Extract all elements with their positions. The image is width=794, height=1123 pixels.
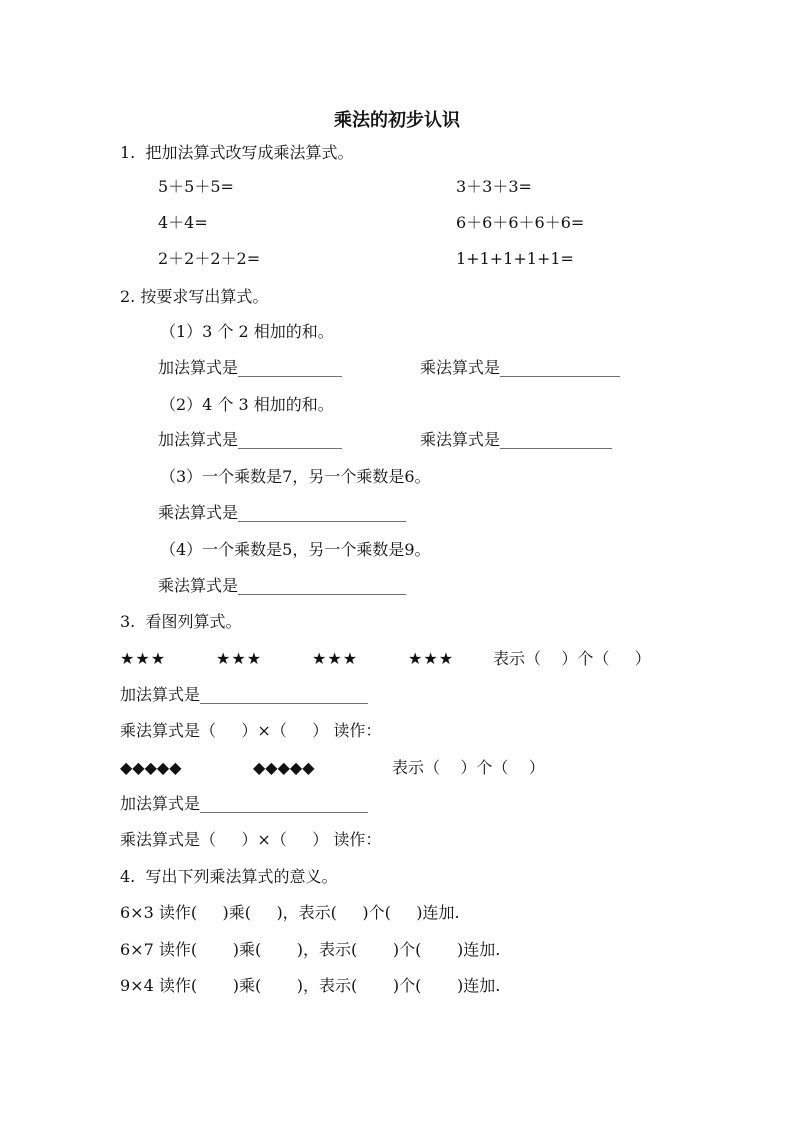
star-group: ★★★ [312,649,359,668]
page-title: 乘法的初步认识 [334,110,460,131]
q4-line: 9×4 读作( )乘( )，表示( )个( )连加. [120,976,501,995]
q4-line: 6×3 读作( )乘( )，表示( )个( )连加. [120,903,460,922]
q2-part-1-multiplication-blank: 乘法算式是_______________ [420,358,621,377]
q2-part-2: （2）4 个 3 相加的和。 [160,395,334,414]
q3-multiplication-blank-1: 乘法算式是（ ）×（ ） 读作： [120,721,382,740]
q2-part-2-addition-blank: 加法算式是_____________ [158,430,343,449]
q2-part-1: （1）3 个 2 相加的和。 [160,322,334,341]
q1-item: 2＋2＋2＋2= [158,249,261,268]
q3-multiplication-blank-2: 乘法算式是（ ）×（ ） 读作： [120,830,382,849]
stars-caption: 表示（ ）个（ ） [493,649,651,668]
q2-part-3-multiplication-blank: 乘法算式是_____________________ [158,503,407,522]
diamond-group: ◆◆◆◆◆ [120,758,182,777]
q1-item: 3＋3＋3= [456,177,532,196]
q2-part-2-multiplication-blank: 乘法算式是______________ [420,430,613,449]
q1-heading: 1. 把加法算式改写成乘法算式。 [120,143,354,162]
star-group: ★★★ [216,649,263,668]
q4-heading: 4. 写出下列乘法算式的意义。 [120,867,338,886]
q1-item: 1+1+1+1+1= [456,249,574,268]
q3-addition-blank-1: 加法算式是_____________________ [120,685,369,704]
star-group: ★★★ [120,649,167,668]
q2-heading: 2. 按要求写出算式。 [120,287,269,306]
diamonds-caption: 表示（ ）个（ ） [392,758,545,777]
q2-part-1-addition-blank: 加法算式是_____________ [158,358,343,377]
q3-heading: 3. 看图列算式。 [120,612,242,631]
diamond-group: ◆◆◆◆◆ [253,758,315,777]
q1-item: 5＋5＋5= [158,177,234,196]
q1-item: 6＋6＋6＋6＋6= [456,213,585,232]
star-group: ★★★ [408,649,455,668]
q2-part-4: （4）一个乘数是5，另一个乘数是9。 [160,540,431,559]
q4-line: 6×7 读作( )乘( )，表示( )个( )连加. [120,940,501,959]
q2-part-4-multiplication-blank: 乘法算式是_____________________ [158,576,407,595]
q3-addition-blank-2: 加法算式是_____________________ [120,794,369,813]
q1-item: 4＋4= [158,213,208,232]
q2-part-3: （3）一个乘数是7，另一个乘数是6。 [160,467,431,486]
